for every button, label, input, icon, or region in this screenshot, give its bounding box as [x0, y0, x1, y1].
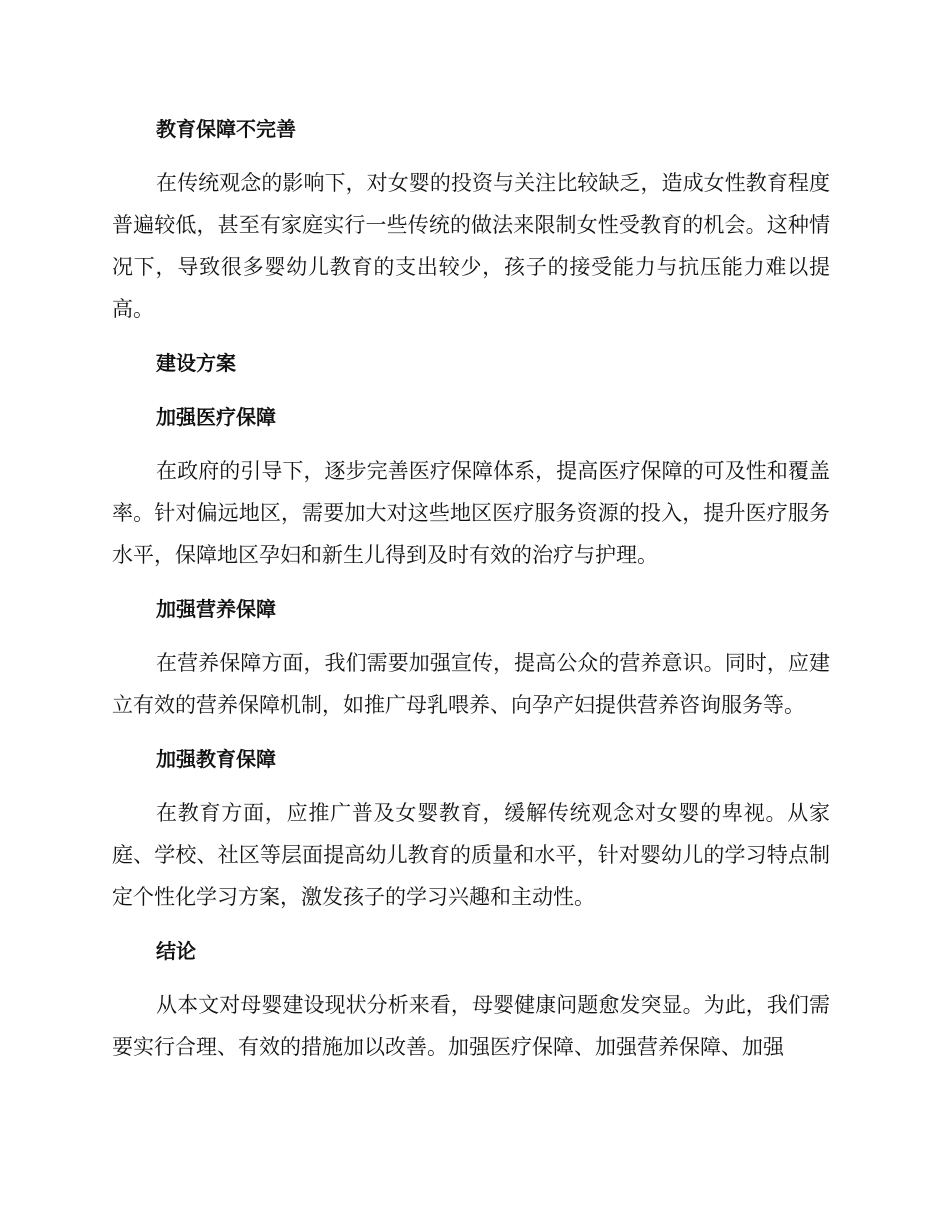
section-heading-medical: 加强医疗保障 [156, 405, 276, 429]
section-heading-conclusion: 结论 [156, 939, 196, 963]
section-paragraph-conclusion: 从本文对母婴建设现状分析来看，母婴健康问题愈发突显。为此，我们需要实行合理、有效的措施加以改善。加强医疗保障、加强营养保障、加强 [112, 993, 830, 1059]
section-heading-education-gap: 教育保障不完善 [156, 117, 296, 141]
section-paragraph-nutrition: 在营养保障方面，我们需要加强宣传，提高公众的营养意识。同时，应建立有效的营养保障机制，如推广母乳喂养、向孕产妇提供营养咨询服务等。 [112, 651, 830, 717]
section-paragraph-education: 在教育方面，应推广普及女婴教育，缓解传统观念对女婴的卑视。从家庭、学校、社区等层面提高幼儿教育的质量和水平，针对婴幼儿的学习特点制定个性化学习方案，激发孩子的学习兴趣和主动性。 [112, 801, 830, 909]
section-paragraph-education-gap: 在传统观念的影响下，对女婴的投资与关注比较缺乏，造成女性教育程度普遍较低，甚至有家庭实行一些传统的做法来限制女性受教育的机会。这种情况下，导致很多婴幼儿教育的支出较少，孩子的接受能力与抗压能力难以提高。 [112, 171, 830, 321]
section-heading-education: 加强教育保障 [156, 747, 276, 771]
document-body [112, 108, 830, 1068]
section-paragraph-medical: 在政府的引导下，逐步完善医疗保障体系，提高医疗保障的可及性和覆盖率。针对偏远地区，需要加大对这些地区医疗服务资源的投入，提升医疗服务水平，保障地区孕妇和新生儿得到及时有效的治疗与护理。 [112, 459, 830, 567]
section-heading-construction-plan: 建设方案 [156, 351, 236, 375]
section-heading-nutrition: 加强营养保障 [156, 597, 276, 621]
